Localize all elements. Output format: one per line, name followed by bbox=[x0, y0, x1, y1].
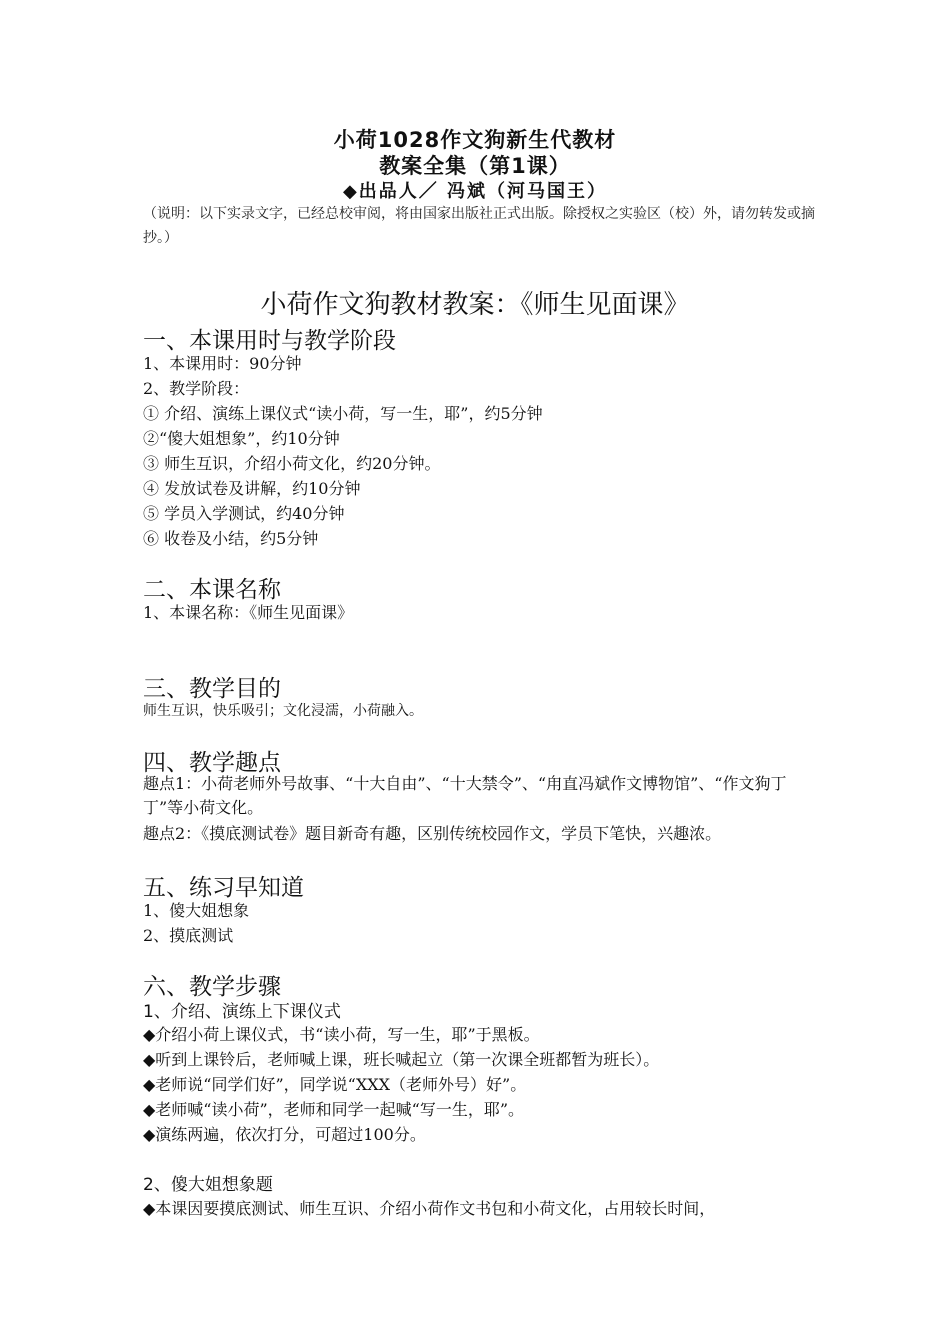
section-6-line: ◆老师喊“读小荷”，老师和同学一起喊“写一生，耶”。 bbox=[143, 1100, 525, 1119]
header-title-line2: 教案全集（第1课） bbox=[379, 154, 571, 178]
section-2-line: 1、本课名称：《师生见面课》 bbox=[143, 603, 354, 622]
section-4-para-1: 趣点1：小荷老师外号故事、“十大自由”、“十大禁令”、“甪直冯斌作文博物馆”、“作文狗丁丁”等小荷文化。 bbox=[143, 774, 787, 817]
section-4-para-2: 趣点2：《摸底测试卷》题目新奇有趣，区别传统校园作文，学员下笔快，兴趣浓。 bbox=[143, 824, 722, 843]
section-6-last-line: ◆本课因要摸底测试、师生互识、介绍小荷作文书包和小荷文化，占用较长时间， bbox=[143, 1199, 716, 1218]
header-title-line1: 小荷1028作文狗新生代教材 bbox=[333, 128, 617, 152]
section-5-line: 2、摸底测试 bbox=[143, 926, 234, 945]
section-1-heading: 一、本课用时与教学阶段 bbox=[143, 328, 396, 354]
section-5-line: 1、傻大姐想象 bbox=[143, 901, 250, 920]
section-6-line: ◆介绍小荷上课仪式，书“读小荷，写一生，耶”于黑板。 bbox=[143, 1025, 540, 1044]
section-2-heading: 二、本课名称 bbox=[143, 577, 281, 603]
section-3-line: 师生互识，快乐吸引；文化浸濡，小荷融入。 bbox=[143, 703, 423, 719]
section-1-line: ⑥ 收卷及小结，约5分钟 bbox=[143, 529, 319, 548]
section-6-line: ◆听到上课铃后，老师喊上课，班长喊起立（第一次课全班都暂为班长）。 bbox=[143, 1050, 660, 1069]
section-4-heading: 四、教学趣点 bbox=[143, 750, 281, 776]
section-1-line: ②“傻大姐想象”，约10分钟 bbox=[143, 429, 340, 448]
section-1-line: ④ 发放试卷及讲解，约10分钟 bbox=[143, 479, 361, 498]
section-1-line: 1、本课用时：90分钟 bbox=[143, 354, 302, 373]
section-6-heading: 六、教学步骤 bbox=[143, 974, 281, 1000]
section-6-subheading-2: 2、傻大姐想象题 bbox=[143, 1175, 273, 1195]
doc-title: 小荷作文狗教材教案：《师生见面课》 bbox=[260, 290, 690, 320]
header-note: （说明：以下实录文字，已经总校审阅，将由国家出版社正式出版。除授权之实验区（校）外，请勿转发或摘抄。） bbox=[143, 206, 815, 246]
header-author: ◆出品人／ 冯斌（河马国王） bbox=[342, 181, 608, 202]
section-5-heading: 五、练习早知道 bbox=[143, 875, 304, 901]
section-6-subheading-1: 1、介绍、演练上下课仪式 bbox=[143, 1002, 341, 1022]
section-1-line: ① 介绍、演练上课仪式“读小荷，写一生，耶”，约5分钟 bbox=[143, 404, 543, 423]
section-6-line: ◆演练两遍，依次打分，可超过100分。 bbox=[143, 1125, 426, 1144]
section-3-heading: 三、教学目的 bbox=[143, 676, 281, 702]
section-1-line: ⑤ 学员入学测试，约40分钟 bbox=[143, 504, 345, 523]
section-1-line: ③ 师生互识，介绍小荷文化，约20分钟。 bbox=[143, 454, 441, 473]
section-6-line: ◆老师说“同学们好”，同学说“XXX（老师外号）好”。 bbox=[143, 1075, 527, 1094]
section-1-line: 2、教学阶段： bbox=[143, 379, 250, 398]
